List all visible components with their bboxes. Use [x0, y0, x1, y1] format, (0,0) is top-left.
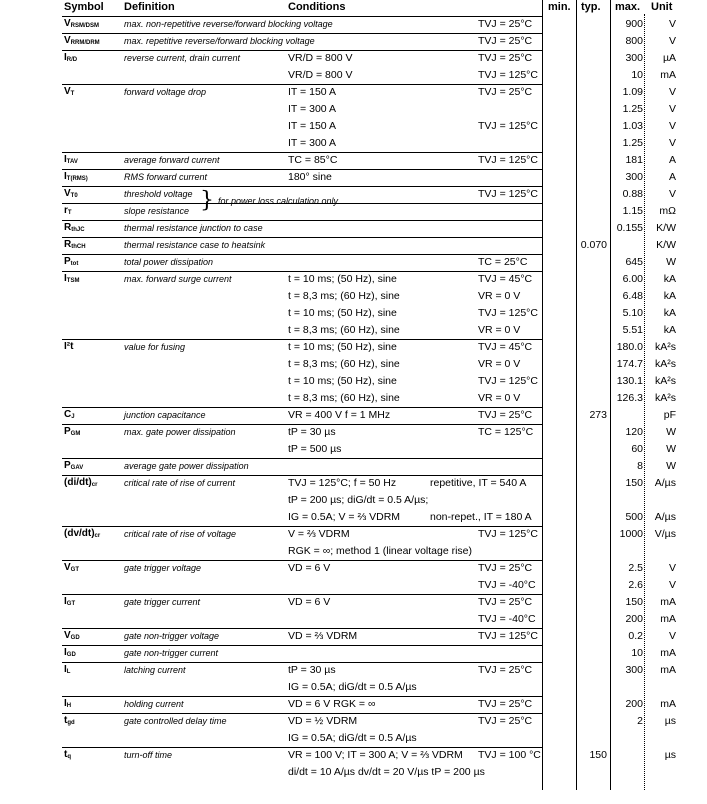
row-divider — [62, 662, 542, 663]
row-max-value: 1.25 — [622, 103, 643, 115]
row-definition: average forward current — [124, 155, 220, 165]
row-condition: VD = 6 V — [288, 562, 331, 574]
row-divider — [62, 594, 542, 595]
row-unit: mΩ — [659, 205, 676, 217]
header-unit: Unit — [651, 1, 673, 13]
row-max-value: 120 — [625, 426, 643, 438]
row-unit: kA²s — [655, 375, 676, 387]
row-unit: W — [666, 426, 676, 438]
row-unit: V — [668, 103, 676, 115]
row-symbol: $P_{GM}$ — [64, 426, 81, 437]
row-condition: RGK = ∞; method 1 (linear voltage rise) — [288, 545, 473, 557]
row-symbol: $V_{GD}$ — [64, 630, 80, 641]
row-unit: V — [668, 630, 676, 642]
row-max-value: 130.1 — [616, 375, 643, 387]
row-divider — [62, 169, 542, 170]
row-temperature-condition: TVJ = 25°C — [478, 409, 533, 421]
row-unit: mA — [660, 647, 676, 659]
row-unit: kA — [663, 273, 676, 285]
row-divider — [62, 33, 542, 34]
row-unit: kA²s — [655, 392, 676, 404]
row-condition: di/dt = 10 A/µs dv/dt = 20 V/µs tP = 200 µs — [288, 766, 485, 778]
row-unit: A — [668, 154, 676, 166]
row-condition: VD = 6 V — [288, 596, 331, 608]
row-condition: tP = 30 µs — [288, 426, 336, 438]
row-condition: VR = 400 V f = 1 MHz — [288, 409, 391, 421]
row-unit: mA — [660, 698, 676, 710]
divider-min — [542, 0, 543, 790]
row-max-value: 1.25 — [622, 137, 643, 149]
row-condition: IT = 300 A — [288, 103, 336, 115]
row-definition: holding current — [124, 699, 184, 709]
row-divider — [62, 458, 542, 459]
row-temperature-condition: TVJ = 25°C — [478, 596, 533, 608]
row-unit: V — [668, 188, 676, 200]
row-temperature-condition: VR = 0 V — [478, 392, 521, 404]
row-divider — [62, 560, 542, 561]
row-temperature-condition: TVJ = 125°C — [478, 154, 538, 166]
row-definition: reverse current, drain current — [124, 53, 241, 63]
row-definition: critical rate of rise of current — [124, 478, 236, 488]
row-temperature-condition: TVJ = 125°C — [478, 375, 538, 387]
row-definition: latching current — [124, 665, 186, 675]
row-condition: V = ⅔ VDRM — [288, 528, 350, 540]
row-definition: turn-off time — [124, 750, 173, 760]
row-max-value: 174.7 — [616, 358, 643, 370]
row-divider — [62, 254, 542, 255]
row-typ-value: 273 — [589, 409, 607, 421]
row-symbol: $I_{T(RMS)}$ — [64, 171, 88, 182]
row-condition: tP = 500 µs — [288, 443, 342, 455]
row-max-value: 2 — [637, 715, 643, 727]
row-unit: V — [668, 35, 676, 47]
row-max-value: 645 — [625, 256, 643, 268]
row-temperature-condition: TVJ = 45°C — [478, 341, 533, 353]
row-condition: t = 8,3 ms; (60 Hz), sine — [288, 392, 400, 404]
row-definition: threshold voltage — [124, 189, 193, 199]
row-definition: gate non-trigger current — [124, 648, 219, 658]
row-divider — [62, 475, 542, 476]
row-temperature-condition: TVJ = 25°C — [478, 86, 533, 98]
row-definition: slope resistance — [124, 206, 190, 216]
row-max-value: 181 — [625, 154, 643, 166]
row-condition: IG = 0.5A; V = ⅔ VDRM — [288, 511, 401, 523]
row-max-value: 1.15 — [622, 205, 643, 217]
row-divider — [62, 16, 542, 17]
row-condition-extra: repetitive, IT = 540 A — [430, 477, 527, 489]
row-max-value: 150 — [625, 477, 643, 489]
row-condition: t = 8,3 ms; (60 Hz), sine — [288, 290, 400, 302]
header-typ: typ. — [581, 1, 601, 13]
row-unit: mA — [660, 613, 676, 625]
row-definition: average gate power dissipation — [124, 461, 249, 471]
row-divider — [62, 271, 542, 272]
row-max-value: 5.51 — [622, 324, 643, 336]
row-condition: IT = 150 A — [288, 120, 336, 132]
row-temperature-condition: TVJ = 125°C — [478, 69, 538, 81]
row-symbol: $V_{RRM/DRM}$ — [64, 35, 100, 46]
row-symbol: $I_{TSM}$ — [64, 273, 80, 284]
row-temperature-condition: TC = 25°C — [478, 256, 528, 268]
row-symbol: $P_{GAV}$ — [64, 460, 84, 471]
row-symbol: $R_{thCH}$ — [64, 239, 86, 250]
row-divider — [62, 645, 542, 646]
row-divider — [62, 203, 542, 204]
row-symbol: $V_T$ — [64, 86, 75, 97]
row-temperature-condition: VR = 0 V — [478, 324, 521, 336]
row-condition: t = 10 ms; (50 Hz), sine — [288, 375, 397, 387]
row-unit: K/W — [656, 239, 676, 251]
row-condition: IG = 0.5A; diG/dt = 0.5 A/µs — [288, 732, 417, 744]
row-max-value: 10 — [631, 69, 643, 81]
row-condition-extra: non-repet., IT = 180 A — [430, 511, 532, 523]
row-condition: TVJ = 125°C; f = 50 Hz — [288, 477, 397, 489]
row-unit: A/µs — [654, 511, 676, 523]
row-divider — [62, 526, 542, 527]
row-divider — [62, 152, 542, 153]
row-unit: mA — [660, 596, 676, 608]
row-condition: IT = 150 A — [288, 86, 336, 98]
row-unit: V — [668, 18, 676, 30]
row-temperature-condition: TC = 125°C — [478, 426, 534, 438]
row-max-value: 300 — [625, 52, 643, 64]
row-max-value: 0.2 — [628, 630, 643, 642]
row-symbol: $R_{thJC}$ — [64, 222, 85, 233]
row-definition: junction capacitance — [124, 410, 206, 420]
row-divider — [62, 50, 542, 51]
row-condition: VR/D = 800 V — [288, 69, 353, 81]
row-unit: kA — [663, 290, 676, 302]
row-condition: t = 10 ms; (50 Hz), sine — [288, 341, 397, 353]
row-definition: gate controlled delay time — [124, 716, 227, 726]
row-temperature-condition: TVJ = 125°C — [478, 528, 538, 540]
row-definition: critical rate of rise of voltage — [124, 529, 237, 539]
row-definition: max. forward surge current — [124, 274, 232, 284]
row-symbol: $I_L$ — [64, 664, 71, 675]
row-condition: VR/D = 800 V — [288, 52, 353, 64]
divider-typ — [576, 0, 577, 790]
row-temperature-condition: TVJ = 125°C — [478, 630, 538, 642]
row-unit: V — [668, 579, 676, 591]
header-min: min. — [548, 1, 571, 13]
row-max-value: 8 — [637, 460, 643, 472]
row-unit: W — [666, 443, 676, 455]
row-condition: tP = 30 µs — [288, 664, 336, 676]
row-definition: gate trigger voltage — [124, 563, 202, 573]
row-temperature-condition: TVJ = 25°C — [478, 715, 533, 727]
row-divider — [62, 747, 542, 748]
row-max-value: 0.155 — [616, 222, 643, 234]
row-unit: W — [666, 460, 676, 472]
row-max-value: 1000 — [619, 528, 643, 540]
row-definition: RMS forward current — [124, 172, 208, 182]
row-temperature-condition: TVJ = -40°C — [478, 579, 536, 591]
header-max: max. — [615, 1, 641, 13]
row-unit: µs — [664, 715, 676, 727]
row-temperature-condition: TVJ = 25°C — [478, 52, 533, 64]
row-symbol: $I_{TAV}$ — [64, 154, 78, 165]
row-condition: tP = 200 µs; diG/dt = 0.5 A/µs; — [288, 494, 429, 506]
row-symbol: $I_{R/D}$ — [64, 52, 78, 63]
row-definition: thermal resistance junction to case — [124, 223, 263, 233]
header-conditions: Conditions — [288, 1, 346, 13]
row-condition: IT = 300 A — [288, 137, 336, 149]
row-unit: µs — [664, 749, 676, 761]
row-divider — [62, 339, 542, 340]
row-divider — [62, 424, 542, 425]
row-symbol: $C_J$ — [64, 409, 75, 420]
row-unit: µA — [662, 52, 676, 64]
row-unit: V — [668, 137, 676, 149]
row-temperature-condition: TVJ = 25°C — [478, 18, 533, 30]
row-definition: gate non-trigger voltage — [124, 631, 220, 641]
row-unit: pF — [663, 409, 676, 421]
row-temperature-condition: TVJ = 25°C — [478, 698, 533, 710]
row-temperature-condition: TVJ = 25°C — [478, 35, 533, 47]
row-max-value: 5.10 — [622, 307, 643, 319]
row-max-value: 500 — [625, 511, 643, 523]
row-condition: t = 10 ms; (50 Hz), sine — [288, 273, 397, 285]
row-symbol: $I_{GD}$ — [64, 647, 76, 658]
row-typ-value: 0.070 — [580, 239, 607, 251]
row-condition: IG = 0.5A; diG/dt = 0.5 A/µs — [288, 681, 417, 693]
row-symbol: $(di/dt)_{cr}$ — [64, 477, 98, 488]
row-symbol: $I_{GT}$ — [64, 596, 76, 607]
brace-glyph: } — [200, 188, 214, 213]
row-max-value: 300 — [625, 664, 643, 676]
row-max-value: 1.09 — [622, 86, 643, 98]
row-symbol: $V_{RSM/DSM}$ — [64, 18, 100, 29]
row-temperature-condition: VR = 0 V — [478, 290, 521, 302]
row-symbol: $r_T$ — [64, 205, 72, 216]
row-divider — [62, 628, 542, 629]
row-definition: value for fusing — [124, 342, 186, 352]
row-condition: t = 8,3 ms; (60 Hz), sine — [288, 324, 400, 336]
row-max-value: 200 — [625, 698, 643, 710]
row-max-value: 60 — [631, 443, 643, 455]
row-symbol: $I_H$ — [64, 698, 72, 709]
row-unit: W — [666, 256, 676, 268]
row-condition: VD = ⅔ VDRM — [288, 630, 358, 642]
row-max-value: 0.88 — [622, 188, 643, 200]
row-max-value: 2.5 — [628, 562, 643, 574]
row-symbol: $V_{GT}$ — [64, 562, 80, 573]
row-unit: V/µs — [654, 528, 676, 540]
row-unit: mA — [660, 664, 676, 676]
row-max-value: 126.3 — [616, 392, 643, 404]
row-unit: A/µs — [654, 477, 676, 489]
row-condition: VD = ½ VDRM — [288, 715, 358, 727]
row-divider — [62, 220, 542, 221]
header-definition: Definition — [124, 1, 175, 13]
row-unit: kA²s — [655, 358, 676, 370]
row-max-value: 10 — [631, 647, 643, 659]
row-typ-value: 150 — [589, 749, 607, 761]
row-temperature-condition: TVJ = 45°C — [478, 273, 533, 285]
row-condition: VR = 100 V; IT = 300 A; V = ⅔ VDRM — [288, 749, 463, 761]
row-definition: total power dissipation — [124, 257, 214, 267]
row-divider — [62, 407, 542, 408]
row-symbol: I²t — [64, 341, 74, 352]
row-divider — [62, 713, 542, 714]
row-max-value: 2.6 — [628, 579, 643, 591]
row-condition: TC = 85°C — [288, 154, 338, 166]
row-unit: V — [668, 562, 676, 574]
row-max-value: 180.0 — [616, 341, 643, 353]
row-temperature-condition: VR = 0 V — [478, 358, 521, 370]
row-divider — [62, 84, 542, 85]
row-max-value: 6.00 — [622, 273, 643, 285]
row-unit: mA — [660, 69, 676, 81]
row-unit: V — [668, 120, 676, 132]
header-symbol: Symbol — [64, 1, 104, 13]
row-unit: A — [668, 171, 676, 183]
row-condition: 180° sine — [288, 171, 332, 183]
row-symbol: $t_q$ — [64, 749, 72, 760]
row-symbol: $V_{T0}$ — [64, 188, 78, 199]
row-condition: t = 8,3 ms; (60 Hz), sine — [288, 358, 400, 370]
row-definition: max. repetitive reverse/forward blocking voltage — [124, 36, 315, 46]
row-unit: K/W — [656, 222, 676, 234]
row-max-value: 900 — [625, 18, 643, 30]
row-symbol: $P_{tot}$ — [64, 256, 79, 267]
row-temperature-condition: TVJ = -40°C — [478, 613, 536, 625]
brace-note: for power loss calculation only — [218, 196, 339, 206]
row-divider — [62, 237, 542, 238]
row-temperature-condition: TVJ = 125°C — [478, 120, 538, 132]
row-unit: kA — [663, 307, 676, 319]
row-temperature-condition: TVJ = 25°C — [478, 664, 533, 676]
row-temperature-condition: TVJ = 125°C — [478, 307, 538, 319]
row-temperature-condition: TVJ = 100 °C — [478, 749, 541, 761]
row-max-value: 1.03 — [622, 120, 643, 132]
row-divider — [62, 186, 542, 187]
row-temperature-condition: TVJ = 125°C — [478, 188, 538, 200]
row-temperature-condition: TVJ = 25°C — [478, 562, 533, 574]
row-max-value: 300 — [625, 171, 643, 183]
row-definition: forward voltage drop — [124, 87, 207, 97]
row-definition: max. non-repetitive reverse/forward blocking voltage — [124, 19, 333, 29]
row-divider — [62, 696, 542, 697]
row-definition: thermal resistance case to heatsink — [124, 240, 266, 250]
row-unit: V — [668, 86, 676, 98]
row-definition: max. gate power dissipation — [124, 427, 236, 437]
row-max-value: 6.48 — [622, 290, 643, 302]
row-symbol: $(dv/dt)_{cr}$ — [64, 528, 101, 539]
row-max-value: 800 — [625, 35, 643, 47]
row-definition: gate trigger current — [124, 597, 201, 607]
row-max-value: 200 — [625, 613, 643, 625]
row-symbol: $t_{gd}$ — [64, 715, 75, 726]
row-unit: kA²s — [655, 341, 676, 353]
row-condition: t = 10 ms; (50 Hz), sine — [288, 307, 397, 319]
row-max-value: 150 — [625, 596, 643, 608]
row-condition: VD = 6 V RGK = ∞ — [288, 698, 376, 710]
row-unit: kA — [663, 324, 676, 336]
